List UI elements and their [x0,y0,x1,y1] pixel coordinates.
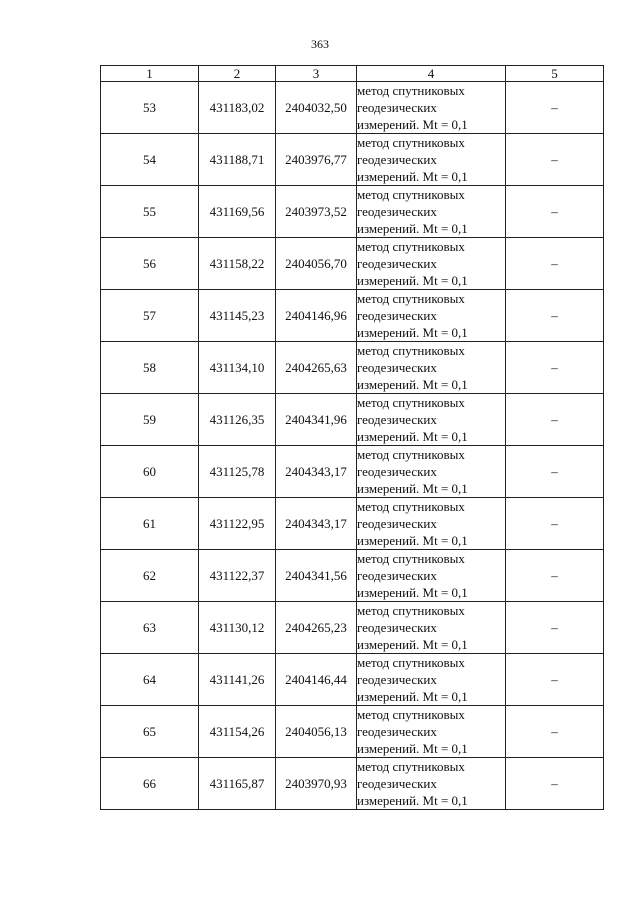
method-line: метод спутниковых [357,655,465,670]
table-row [101,134,604,186]
note-cell: – [506,706,604,758]
note-cell: – [506,758,604,810]
method-line: геодезических [357,256,437,271]
x-coordinate-cell: 431122,37 [199,550,276,602]
x-coordinate-cell: 431188,71 [199,134,276,186]
method-line: измерений. Mt = 0,1 [357,273,468,288]
point-number-cell: 65 [101,706,199,758]
method-line: измерений. Mt = 0,1 [357,793,468,808]
point-number-cell: 66 [101,758,199,810]
method-cell [357,758,506,810]
table-row [101,238,604,290]
method-line: геодезических [357,308,437,323]
y-coordinate-cell: 2404265,23 [276,602,357,654]
method-line: метод спутниковых [357,83,465,98]
note-cell: – [506,602,604,654]
note-cell: – [506,446,604,498]
note-cell: – [506,290,604,342]
method-line: метод спутниковых [357,551,465,566]
table-row [101,706,604,758]
x-coordinate-cell: 431141,26 [199,654,276,706]
method-line: измерений. Mt = 0,1 [357,689,468,704]
method-line: геодезических [357,412,437,427]
method-line: метод спутниковых [357,603,465,618]
method-line: измерений. Mt = 0,1 [357,221,468,236]
y-coordinate-cell: 2404056,13 [276,706,357,758]
coordinates-table [100,65,604,810]
method-cell [357,290,506,342]
column-header-1: 1 [101,66,199,82]
method-cell [357,446,506,498]
y-coordinate-cell: 2404146,44 [276,654,357,706]
x-coordinate-cell: 431126,35 [199,394,276,446]
method-line: измерений. Mt = 0,1 [357,117,468,132]
page-number: 363 [311,37,329,51]
method-line: метод спутниковых [357,759,465,774]
method-cell [357,654,506,706]
note-cell: – [506,134,604,186]
point-number-cell: 56 [101,238,199,290]
y-coordinate-cell: 2404032,50 [276,82,357,134]
method-cell [357,342,506,394]
x-coordinate-cell: 431134,10 [199,342,276,394]
point-number-cell: 64 [101,654,199,706]
method-line: метод спутниковых [357,239,465,254]
method-cell [357,550,506,602]
method-line: метод спутниковых [357,707,465,722]
method-cell [357,394,506,446]
note-cell: – [506,82,604,134]
column-header-4: 4 [357,66,506,82]
point-number-cell: 54 [101,134,199,186]
method-line: метод спутниковых [357,395,465,410]
x-coordinate-cell: 431154,26 [199,706,276,758]
method-line: метод спутниковых [357,187,465,202]
y-coordinate-cell: 2404343,17 [276,498,357,550]
point-number-cell: 61 [101,498,199,550]
method-line: геодезических [357,776,437,791]
point-number-cell: 63 [101,602,199,654]
note-cell: – [506,498,604,550]
method-line: измерений. Mt = 0,1 [357,325,468,340]
x-coordinate-cell: 431125,78 [199,446,276,498]
table-row [101,186,604,238]
method-line: измерений. Mt = 0,1 [357,741,468,756]
method-line: измерений. Mt = 0,1 [357,585,468,600]
y-coordinate-cell: 2404343,17 [276,446,357,498]
method-line: геодезических [357,152,437,167]
y-coordinate-cell: 2403976,77 [276,134,357,186]
table-row [101,758,604,810]
point-number-cell: 60 [101,446,199,498]
method-line: геодезических [357,464,437,479]
x-coordinate-cell: 431145,23 [199,290,276,342]
table-row [101,602,604,654]
y-coordinate-cell: 2404341,96 [276,394,357,446]
x-coordinate-cell: 431165,87 [199,758,276,810]
method-cell [357,238,506,290]
method-line: измерений. Mt = 0,1 [357,533,468,548]
note-cell: – [506,186,604,238]
method-line: геодезических [357,672,437,687]
note-cell: – [506,550,604,602]
note-cell: – [506,342,604,394]
method-line: измерений. Mt = 0,1 [357,429,468,444]
method-line: метод спутниковых [357,343,465,358]
method-line: измерений. Mt = 0,1 [357,637,468,652]
method-cell [357,186,506,238]
x-coordinate-cell: 431122,95 [199,498,276,550]
method-cell [357,602,506,654]
y-coordinate-cell: 2404146,96 [276,290,357,342]
note-cell: – [506,394,604,446]
method-line: геодезических [357,568,437,583]
point-number-cell: 58 [101,342,199,394]
table-row [101,394,604,446]
method-line: измерений. Mt = 0,1 [357,377,468,392]
method-line: геодезических [357,724,437,739]
y-coordinate-cell: 2404265,63 [276,342,357,394]
point-number-cell: 62 [101,550,199,602]
table-row [101,290,604,342]
note-cell: – [506,238,604,290]
method-line: геодезических [357,100,437,115]
table-row [101,550,604,602]
table-row [101,654,604,706]
method-line: геодезических [357,360,437,375]
method-cell [357,706,506,758]
method-line: геодезических [357,620,437,635]
y-coordinate-cell: 2403973,52 [276,186,357,238]
y-coordinate-cell: 2404056,70 [276,238,357,290]
method-cell [357,134,506,186]
point-number-cell: 59 [101,394,199,446]
method-cell [357,82,506,134]
point-number-cell: 57 [101,290,199,342]
method-line: метод спутниковых [357,291,465,306]
method-line: метод спутниковых [357,447,465,462]
table-row [101,498,604,550]
point-number-cell: 53 [101,82,199,134]
table-row [101,342,604,394]
y-coordinate-cell: 2404341,56 [276,550,357,602]
point-number-cell: 55 [101,186,199,238]
x-coordinate-cell: 431130,12 [199,602,276,654]
column-header-3: 3 [276,66,357,82]
method-cell [357,498,506,550]
table-row [101,446,604,498]
method-line: геодезических [357,516,437,531]
method-line: измерений. Mt = 0,1 [357,169,468,184]
table-body [101,82,604,810]
method-line: геодезических [357,204,437,219]
method-line: измерений. Mt = 0,1 [357,481,468,496]
table-row [101,82,604,134]
column-header-5: 5 [506,66,604,82]
y-coordinate-cell: 2403970,93 [276,758,357,810]
column-header-2: 2 [199,66,276,82]
note-cell: – [506,654,604,706]
x-coordinate-cell: 431183,02 [199,82,276,134]
method-line: метод спутниковых [357,499,465,514]
x-coordinate-cell: 431169,56 [199,186,276,238]
method-line: метод спутниковых [357,135,465,150]
x-coordinate-cell: 431158,22 [199,238,276,290]
table-header-row [101,66,604,82]
